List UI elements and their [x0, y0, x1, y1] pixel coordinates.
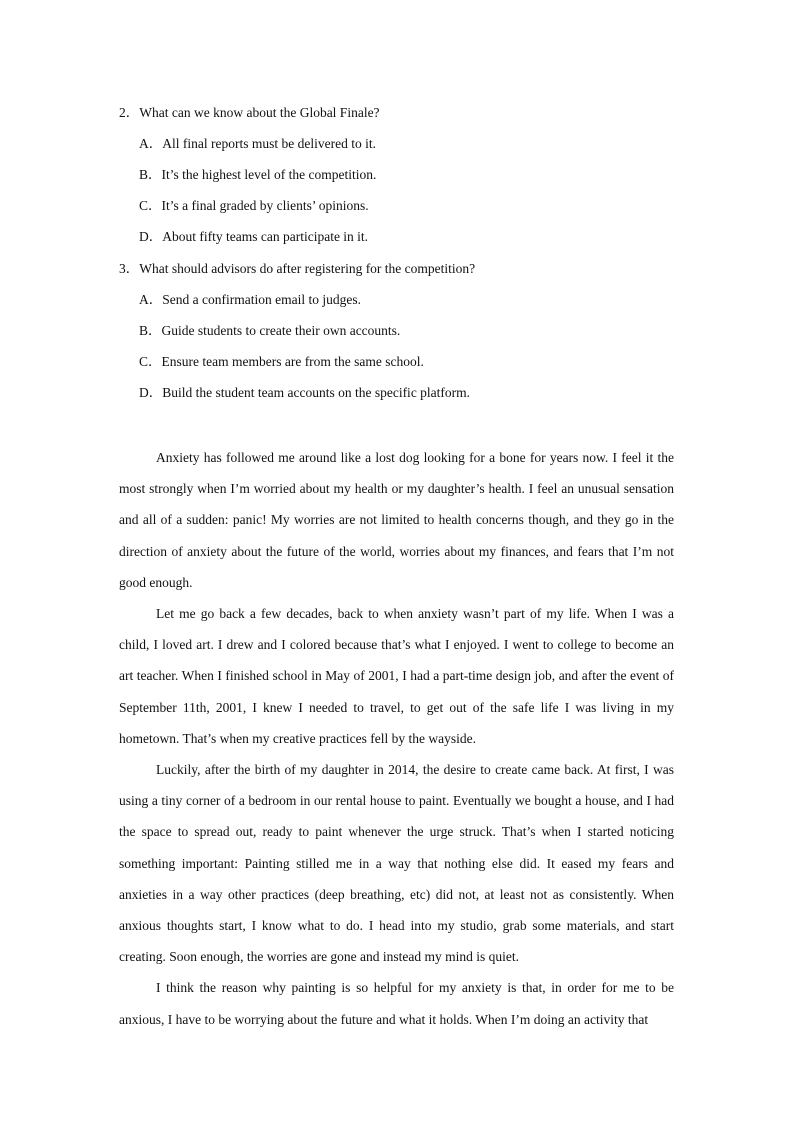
- question-3-stem: 3．What should advisors do after registering for the competition?: [119, 261, 476, 276]
- question-2-stem: 2．What can we know about the Global Finale?: [119, 105, 380, 120]
- question-3-option-a: A．Send a confirmation email to judges.: [139, 292, 361, 307]
- question-2-option-b: B．It’s the highest level of the competition.: [139, 167, 377, 182]
- passage-paragraph-1: Anxiety has followed me around like a lost dog looking for a bone for years now. I feel it the most strongly when I’m worried about my health or my daughter’s health. I feel an unusual sensation and all of a sudden: panic! My worries are not limited to health concerns though, and they go in the direction of anxiety about the future of the world, worries about my finances, and fears that I’m not good enough.: [119, 450, 674, 590]
- question-2-option-a: A．All final reports must be delivered to it.: [139, 136, 376, 151]
- question-3-option-d: D．Build the student team accounts on the specific platform.: [139, 385, 471, 400]
- passage-paragraph-4: I think the reason why painting is so helpful for my anxiety is that, in order for me to be anxious, I have to be worrying about the future and what it holds. When I’m doing an activity that: [119, 980, 674, 1027]
- passage-paragraph-3: Luckily, after the birth of my daughter in 2014, the desire to create came back. At first, I was using a tiny corner of a bedroom in our rental house to paint. Eventually we bought a house, and I had the space to spread out, ready to paint whenever the urge struck. That’s when I started noticing something important: Painting stilled me in a way that nothing else did. It eased my fears and anxieties in a way other practices (deep breathing, etc) did not, at least not as consistently. When anxious thoughts start, I know what to do. I head into my studio, grab some materials, and start creating. Soon enough, the worries are gone and instead my mind is quiet.: [119, 762, 674, 965]
- reading-passage: [119, 442, 674, 1035]
- question-2-option-c: C．It’s a final graded by clients’ opinions.: [139, 198, 369, 213]
- question-3-option-c: C．Ensure team members are from the same school.: [139, 354, 424, 369]
- question-2-option-d: D．About fifty teams can participate in it.: [139, 229, 369, 244]
- passage-paragraph-2: Let me go back a few decades, back to when anxiety wasn’t part of my life. When I was a child, I loved art. I drew and I colored because that’s what I enjoyed. I went to college to become an art teacher. When I finished school in May of 2001, I had a part-time design job, and after the event of September 11th, 2001, I knew I needed to travel, to get out of the safe life I was living in my hometown. That’s when my creative practices fell by the wayside.: [119, 606, 674, 746]
- question-3-option-b: B．Guide students to create their own accounts.: [139, 323, 401, 338]
